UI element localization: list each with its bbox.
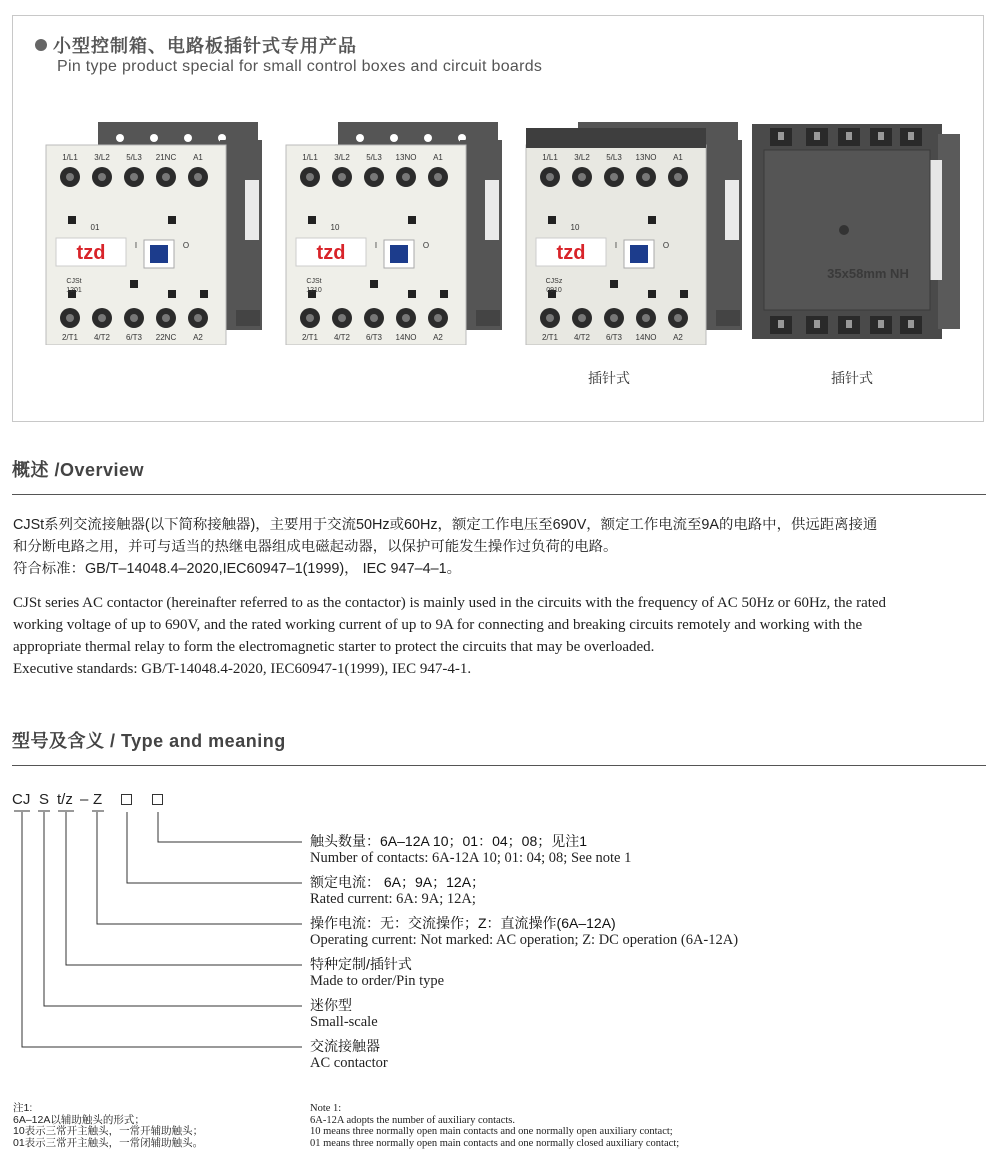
terminal-label-top: 1/L1 xyxy=(62,153,78,162)
overview-cn xyxy=(13,514,991,580)
indicator-window xyxy=(150,245,168,263)
model-line: CJSt xyxy=(66,278,82,285)
screw-head xyxy=(578,314,586,322)
screw-head xyxy=(546,314,554,322)
product-title: 小型控制箱、电路板插针式专用产品 xyxy=(35,32,357,58)
type-meaning-divider xyxy=(12,765,986,766)
terminal-label-bottom: 22NC xyxy=(155,333,177,342)
meaning-item-current xyxy=(310,874,485,908)
pin-top xyxy=(908,132,914,140)
model-line: CJSz xyxy=(545,278,563,285)
terminal-label-bottom: 14NO xyxy=(635,333,657,342)
terminal-label-top: A1 xyxy=(433,153,443,162)
indicator-window xyxy=(390,245,408,263)
meaning-en: Made to order/Pin type xyxy=(310,973,445,989)
clip-hole xyxy=(390,134,398,142)
screw-head xyxy=(338,173,346,181)
aux-code: 01 xyxy=(90,223,100,232)
top-cap xyxy=(526,128,706,148)
note-line: 6A-12A adopts the number of auxiliary contacts. xyxy=(310,1114,515,1126)
screw-head xyxy=(546,173,554,181)
terminal-label-bottom: 4/T2 xyxy=(93,333,111,342)
terminal-label-bottom: 2/T1 xyxy=(301,333,319,342)
test-hole xyxy=(548,216,556,224)
leader-line-contacts xyxy=(158,812,302,842)
brand-logo: tzd xyxy=(556,242,586,264)
screw-head xyxy=(434,173,442,181)
overview-en-line: CJSt series AC contactor (hereinafter referred to as the contactor) is mainly used in the circuits with the frequency of AC 50Hz or 60Hz, the rated xyxy=(13,595,887,611)
terminal-label-top: 13NO xyxy=(395,153,417,162)
test-hole xyxy=(408,216,416,224)
brand-logo: tzd xyxy=(316,242,346,264)
test-hole xyxy=(308,216,316,224)
model-line: CJSt xyxy=(306,278,322,285)
clip-hole xyxy=(356,134,364,142)
screw-head xyxy=(306,314,314,322)
leader-line-ac xyxy=(22,812,302,1047)
side-foot xyxy=(476,310,500,326)
contactor-svg xyxy=(40,120,265,345)
off-mark: O xyxy=(662,241,670,250)
pin-top xyxy=(778,132,784,140)
note-line: 01表示三常开主触头，一常闭辅助触头。 xyxy=(13,1136,204,1149)
pin-bottom xyxy=(814,320,820,328)
screw-head xyxy=(402,173,410,181)
notes-en xyxy=(310,1103,679,1149)
overview-cn-line: 和分断电路之用，并可与适当的热继电器组成电磁起动器，以保护可能发生操作过负荷的电路。 xyxy=(13,539,618,555)
brand-logo: tzd xyxy=(76,242,106,264)
clip-hole xyxy=(116,134,124,142)
screw-head xyxy=(402,314,410,322)
pin-top xyxy=(814,132,820,140)
side-label xyxy=(245,180,259,240)
overview-cn-line: CJSt系列交流接触器(以下简称接触器)，主要用于交流50Hz或60Hz，额定工作电压至690V，额定工作电流至9A的电路中，供远距离接通 xyxy=(13,517,878,533)
screw-head xyxy=(674,314,682,322)
terminal-label-top: 3/L2 xyxy=(94,153,110,162)
test-hole xyxy=(648,290,656,298)
code-part-tz: t/z xyxy=(57,791,73,808)
contactor-image-1 xyxy=(40,120,265,345)
meaning-en: AC contactor xyxy=(310,1055,388,1071)
leader-line-operating xyxy=(97,812,302,924)
overview-divider xyxy=(12,494,986,495)
meaning-item-ac xyxy=(310,1038,388,1072)
terminal-label-bottom: A2 xyxy=(673,333,683,342)
indicator-window xyxy=(630,245,648,263)
clip-hole xyxy=(424,134,432,142)
test-hole xyxy=(648,216,656,224)
terminal-label-bottom: 6/T3 xyxy=(605,333,623,342)
meaning-cn: 额定电流： 6A；9A；12A； xyxy=(310,874,486,890)
mount-hole xyxy=(839,225,849,235)
bullet-icon xyxy=(35,39,47,51)
pin-type-caption-2: 插针式 xyxy=(831,370,873,386)
aux-code: 10 xyxy=(330,223,340,232)
terminal-label-bottom: 14NO xyxy=(395,333,417,342)
screw-head xyxy=(162,314,170,322)
test-hole xyxy=(168,216,176,224)
test-hole xyxy=(408,290,416,298)
code-part-s: S xyxy=(39,791,50,808)
pin-bottom xyxy=(778,320,784,328)
side-foot xyxy=(236,310,260,326)
screw-head xyxy=(98,173,106,181)
meaning-item-operating xyxy=(310,915,738,949)
meaning-en: Small-scale xyxy=(310,1014,378,1030)
side-label xyxy=(725,180,739,240)
test-hole xyxy=(610,280,618,288)
pin-bottom xyxy=(908,320,914,328)
contactor-svg xyxy=(280,120,505,345)
note-line: 10表示三常开主触头，一常开辅助触头； xyxy=(13,1125,204,1137)
note-line: Note 1: xyxy=(310,1103,342,1114)
screw-head xyxy=(130,314,138,322)
meaning-item-contacts xyxy=(310,833,631,867)
test-hole xyxy=(168,290,176,298)
leader-line-custom xyxy=(66,812,302,965)
meaning-en: Number of contacts: 6A-12A 10; 01: 04; 08; See note 1 xyxy=(310,850,632,866)
screw-head xyxy=(194,314,202,322)
model-line: 1210 xyxy=(306,287,322,294)
test-hole xyxy=(680,290,688,298)
overview-en xyxy=(13,592,991,680)
meaning-en: Operating current: Not marked: AC operation; Z: DC operation (6A-12A) xyxy=(310,932,739,948)
terminal-label-top: 3/L2 xyxy=(334,153,350,162)
code-part-z: Z xyxy=(93,791,103,808)
leader-line-current xyxy=(127,812,302,883)
aux-code: 10 xyxy=(570,223,580,232)
clip-hole xyxy=(184,134,192,142)
note-line: 注1: xyxy=(13,1102,33,1114)
terminal-label-bottom: 6/T3 xyxy=(365,333,383,342)
overview-cn-line: 符合标准：GB/T–14048.4–2020,IEC60947–1(1999)， IEC 947–4–1。 xyxy=(13,561,461,577)
terminal-label-top: 1/L1 xyxy=(302,153,318,162)
test-hole xyxy=(370,280,378,288)
off-mark: O xyxy=(182,241,190,250)
terminal-label-bottom: 4/T2 xyxy=(573,333,591,342)
pin-top xyxy=(846,132,852,140)
on-mark: I xyxy=(134,241,138,250)
pin-bottom xyxy=(878,320,884,328)
terminal-label-top: A1 xyxy=(673,153,683,162)
screw-head xyxy=(306,173,314,181)
screw-head xyxy=(338,314,346,322)
test-hole xyxy=(130,280,138,288)
side-label xyxy=(485,180,499,240)
side-foot xyxy=(716,310,740,326)
type-meaning-heading: 型号及含义 / Type and meaning xyxy=(12,731,286,751)
terminal-label-bottom: A2 xyxy=(433,333,443,342)
note-line: 01 means three normally open main contacts and one normally closed auxiliary contact; xyxy=(310,1137,680,1149)
product-subtitle: Pin type product special for small control boxes and circuit boards xyxy=(57,58,543,75)
terminal-label-top: 13NO xyxy=(635,153,657,162)
screw-head xyxy=(66,173,74,181)
screw-head xyxy=(434,314,442,322)
code-part-cj: CJ xyxy=(12,791,31,808)
screw-head xyxy=(194,173,202,181)
terminal-label-bottom: 4/T2 xyxy=(333,333,351,342)
terminal-label-top: A1 xyxy=(193,153,203,162)
screw-head xyxy=(642,314,650,322)
terminal-label-top: 21NC xyxy=(155,153,177,162)
test-hole xyxy=(68,216,76,224)
test-hole xyxy=(200,290,208,298)
model-line: 0910 xyxy=(546,287,562,294)
meaning-cn: 交流接触器 xyxy=(310,1038,380,1054)
test-hole xyxy=(440,290,448,298)
terminal-label-top: 5/L3 xyxy=(366,153,382,162)
notes-cn xyxy=(13,1103,203,1149)
terminal-label-bottom: 6/T3 xyxy=(125,333,143,342)
meaning-en: Rated current: 6A: 9A; 12A; xyxy=(310,891,476,907)
pin-type-caption-1: 插针式 xyxy=(588,370,630,386)
terminal-label-top: 5/L3 xyxy=(126,153,142,162)
terminal-label-bottom: 2/T1 xyxy=(61,333,79,342)
pin-top xyxy=(878,132,884,140)
terminal-label-top: 5/L3 xyxy=(606,153,622,162)
contactor-rear-svg xyxy=(750,120,965,345)
overview-heading: 概述 /Overview xyxy=(12,460,145,480)
off-mark: O xyxy=(422,241,430,250)
meaning-item-mini xyxy=(310,997,378,1031)
terminal-label-top: 1/L1 xyxy=(542,153,558,162)
on-mark: I xyxy=(614,241,618,250)
rear-embossed-text: 35x58mm NH xyxy=(827,266,909,281)
screw-head xyxy=(578,173,586,181)
terminal-label-top: 3/L2 xyxy=(574,153,590,162)
meaning-cn: 特种定制/插针式 xyxy=(310,956,412,972)
screw-head xyxy=(610,314,618,322)
code-part-dash: – xyxy=(80,791,89,808)
screw-head xyxy=(162,173,170,181)
screw-head xyxy=(370,314,378,322)
overview-en-line: appropriate thermal relay to form the electromagnetic starter to protect the circuits that may be overloaded. xyxy=(13,639,655,655)
contactor-rear-image xyxy=(750,120,965,345)
note-line: 6A–12A以辅助触头的形式； xyxy=(13,1113,145,1126)
meaning-cn: 操作电流：无：交流操作；Z：直流操作(6A–12A) xyxy=(310,915,616,931)
contactor-image-3 xyxy=(520,120,745,345)
screw-head xyxy=(370,173,378,181)
code-part-current-box xyxy=(121,794,132,805)
terminal-label-bottom: 2/T1 xyxy=(541,333,559,342)
meaning-cn: 触头数量：6A–12A 10；01：04；08；见注1 xyxy=(310,833,588,849)
note-line: 10 means three normally open main contacts and one normally open auxiliary contact; xyxy=(310,1126,673,1137)
on-mark: I xyxy=(374,241,378,250)
clip-hole xyxy=(150,134,158,142)
overview-en-line: working voltage of up to 690V, and the rated working current of up to 9A for connecting and breaking circuits remotely and working with the xyxy=(13,617,863,633)
screw-head xyxy=(130,173,138,181)
overview-en-line: Executive standards: GB/T-14048.4-2020, IEC60947-1(1999), IEC 947-4-1. xyxy=(13,661,472,677)
contactor-image-2 xyxy=(280,120,505,345)
screw-head xyxy=(610,173,618,181)
terminal-label-bottom: A2 xyxy=(193,333,203,342)
screw-head xyxy=(98,314,106,322)
screw-head xyxy=(66,314,74,322)
meaning-cn: 迷你型 xyxy=(310,997,352,1013)
meaning-item-custom xyxy=(310,956,444,990)
screw-head xyxy=(674,173,682,181)
code-part-contacts-box xyxy=(152,794,163,805)
model-line: 1201 xyxy=(66,287,82,294)
contactor-svg xyxy=(520,120,745,345)
screw-head xyxy=(642,173,650,181)
pin-bottom xyxy=(846,320,852,328)
leader-line-mini xyxy=(44,812,302,1006)
